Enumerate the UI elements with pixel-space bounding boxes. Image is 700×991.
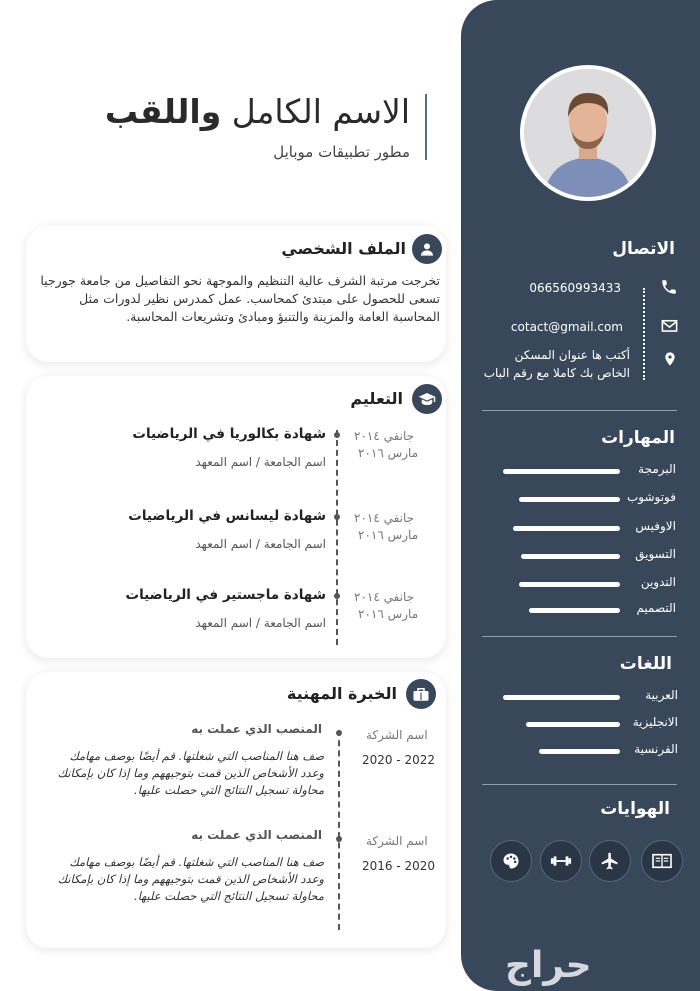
education-school: اسم الجامعة / اسم المعهد <box>195 537 326 551</box>
skill-label: فوتوشوب <box>626 490 676 504</box>
experience-timeline <box>338 730 340 930</box>
skill-label: التسويق <box>635 547 676 561</box>
full-name <box>105 92 410 131</box>
sidebar-divider <box>482 636 677 637</box>
experience-card <box>26 672 446 948</box>
skill-label: البرمجة <box>638 462 676 476</box>
education-title: التعليم <box>350 389 403 408</box>
job-description: صف هنا المناصب التي شغلتها. قم أيضًا بوصف مهامك وعدد الأشخاص الذين قمت بتوجيههم وما إذا كان بإمكانك محاولة تسجيل النتائج التي حصلت عليها. <box>57 749 324 797</box>
phone-text: 066560993433 <box>529 281 621 295</box>
profile-title: الملف الشخصي <box>281 239 406 258</box>
language-label: الانجليزية <box>632 715 678 729</box>
education-end-date: مارس ٢٠١٦ <box>358 446 419 460</box>
timeline-dot <box>336 730 342 736</box>
timeline-dot <box>334 432 340 438</box>
dumbbell-icon <box>540 840 582 882</box>
user-icon <box>412 234 442 264</box>
phone-icon <box>660 278 678 300</box>
education-degree: شهادة ليسانس في الرياضيات <box>128 508 326 524</box>
job-position: المنصب الذي عملت به <box>191 722 322 736</box>
contact-dotted-line <box>643 288 645 380</box>
education-timeline <box>336 430 338 645</box>
name-light: الاسم الكامل <box>231 92 410 131</box>
skill-level-bar <box>519 497 620 502</box>
timeline-dot <box>334 593 340 599</box>
education-start-date: جانفي ٢٠١٤ <box>354 590 415 604</box>
education-school: اسم الجامعة / اسم المعهد <box>195 616 326 630</box>
skill-label: التصميم <box>636 601 676 615</box>
airplane-icon <box>589 840 631 882</box>
skills-title: المهارات <box>601 428 675 448</box>
profile-text: تخرجت مرتبة الشرف عالية التنظيم والموجهة نحو التفاصيل من جامعة جورجيا تسعى للحصول على مبتدئ كمحاسب. عمل كمدرس نظير لدورات مثل المحاسبة العامة والمزينة والتنبؤ ومبادئ وتشريعات المحاسبة. <box>40 273 440 324</box>
name-accent-bar <box>425 94 427 160</box>
skill-label: الاوفيس <box>635 519 676 533</box>
palette-icon <box>490 840 532 882</box>
skill-label: التدوين <box>640 575 676 589</box>
job-years: 2016 - 2020 <box>362 859 436 873</box>
email-text: cotact@gmail.com <box>510 320 623 334</box>
skill-level-bar <box>529 608 620 613</box>
timeline-dot <box>334 514 340 520</box>
skill-level-bar <box>519 582 620 587</box>
watermark: حراج <box>505 945 592 986</box>
address-line-1: أكتب ها عنوان المسكن <box>514 348 630 362</box>
reading-icon <box>641 840 683 882</box>
job-years: 2020 - 2022 <box>362 753 436 767</box>
education-start-date: جانفي ٢٠١٤ <box>354 429 415 443</box>
education-end-date: مارس ٢٠١٦ <box>358 528 419 542</box>
job-position: المنصب الذي عملت به <box>191 828 322 842</box>
language-label: العربية <box>645 688 678 702</box>
sidebar-divider <box>482 784 677 785</box>
education-degree: شهادة ماجستير في الرياضيات <box>125 587 326 603</box>
briefcase-icon <box>406 679 436 709</box>
education-school: اسم الجامعة / اسم المعهد <box>195 455 326 469</box>
timeline-dot <box>336 836 342 842</box>
education-degree: شهادة بكالوريا في الرياضيات <box>132 426 326 442</box>
hobbies-title: الهوايات <box>600 799 670 819</box>
education-start-date: جانفي ٢٠١٤ <box>354 511 415 525</box>
language-level-bar <box>539 749 620 754</box>
company-name: اسم الشركة <box>366 834 428 848</box>
graduation-cap-icon <box>412 384 442 414</box>
language-level-bar <box>503 695 620 700</box>
address-line-2: الخاص بك كاملا مع رقم الباب <box>483 366 630 380</box>
name-bold: واللقب <box>104 92 222 131</box>
company-name: اسم الشركة <box>366 728 428 742</box>
language-level-bar <box>526 722 620 727</box>
experience-title: الخبرة المهنية <box>286 684 397 703</box>
sidebar-divider <box>482 410 677 411</box>
skill-level-bar <box>513 526 620 531</box>
languages-title: اللغات <box>619 654 672 674</box>
location-icon <box>662 350 678 372</box>
skill-level-bar <box>521 554 620 559</box>
contact-title: الاتصال <box>612 239 675 259</box>
language-label: الفرنسية <box>634 742 678 756</box>
skill-level-bar <box>503 469 620 474</box>
job-subtitle: مطور تطبيقات موبايل <box>273 143 410 161</box>
profile-photo <box>524 69 652 197</box>
job-description: صف هنا المناصب التي شغلتها. قم أيضًا بوصف مهامك وعدد الأشخاص الذين قمت بتوجيههم وما إذا كان بإمكانك محاولة تسجيل النتائج التي حصلت عليها. <box>57 855 324 903</box>
email-icon <box>660 316 679 339</box>
education-end-date: مارس ٢٠١٦ <box>358 607 419 621</box>
